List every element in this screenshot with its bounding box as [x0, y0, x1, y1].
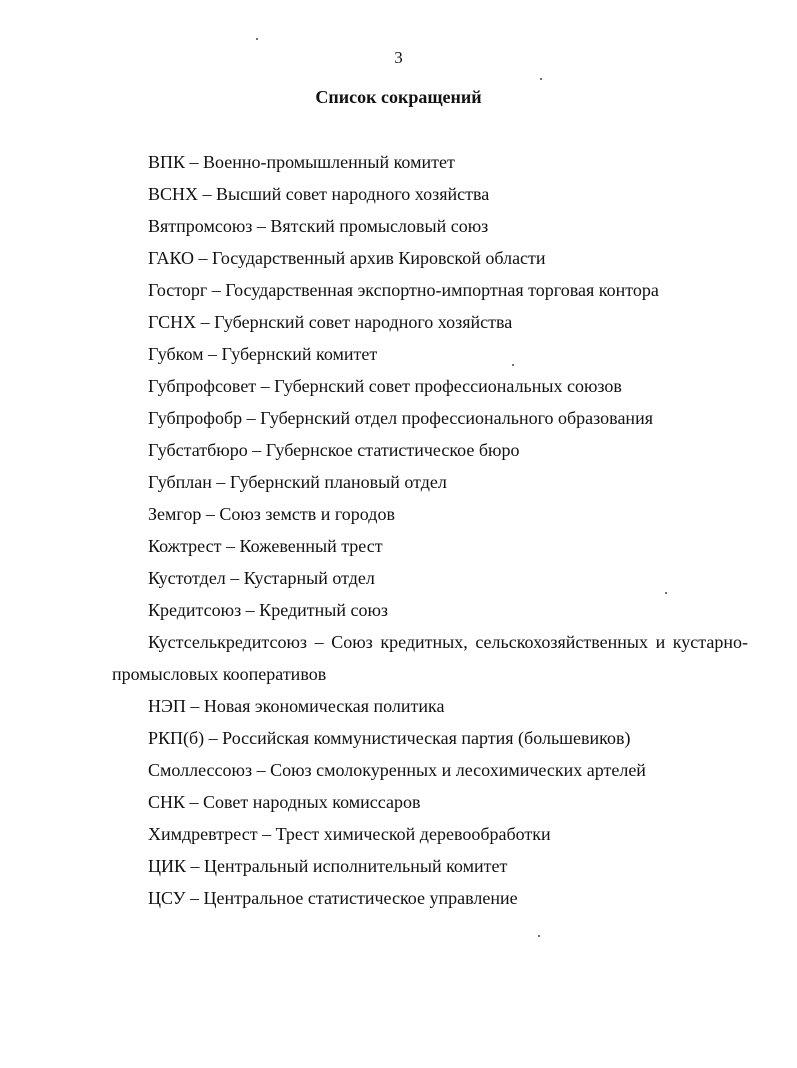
scan-speck [538, 935, 540, 937]
page-number: 3 [394, 48, 403, 67]
abbreviation-item: Вятпромсоюз – Вятский промысловый союз [148, 216, 489, 236]
abbreviation-item: ВПК – Военно-промышленный комитет [148, 152, 455, 172]
abbreviation-item: СНК – Совет народных комиссаров [148, 792, 421, 812]
scan-speck [665, 592, 667, 594]
abbreviation-item: ГАКО – Государственный архив Кировской области [148, 248, 546, 268]
abbreviation-item: ВСНХ – Высший совет народного хозяйства [148, 184, 490, 204]
abbreviation-item: Земгор – Союз земств и городов [148, 504, 395, 524]
abbreviation-item: Кредитсоюз – Кредитный союз [148, 600, 389, 620]
abbreviation-item: Губстатбюро – Губернское статистическое бюро [148, 440, 520, 460]
abbreviation-item: Химдревтрест – Трест химической деревообработки [148, 824, 551, 844]
abbreviation-item: Кустотдел – Кустарный отдел [148, 568, 375, 588]
page-title: Список сокращений [315, 87, 482, 107]
abbreviation-item: Кожтрест – Кожевенный трест [148, 536, 383, 556]
abbreviation-item: ЦИК – Центральный исполнительный комитет [148, 856, 508, 876]
abbreviation-item: Губплан – Губернский плановый отдел [148, 472, 447, 492]
scan-speck [256, 38, 258, 40]
abbreviation-item: Госторг – Государственная экспортно-импортная торговая контора [148, 280, 659, 300]
abbreviation-item: Губпрофсовет – Губернский совет профессиональных союзов [148, 376, 622, 396]
scan-speck [512, 364, 514, 366]
abbreviation-item: Губком – Губернский комитет [148, 344, 378, 364]
abbreviation-item: Губпрофобр – Губернский отдел профессионального образования [148, 408, 653, 428]
abbreviation-item: Кустселькредитсоюз – Союз кредитных, сельскохозяйственных и кустарно-промысловых кооперативов [112, 632, 748, 684]
scan-speck [540, 78, 542, 80]
abbreviation-item: Смоллессоюз – Союз смолокуренных и лесохимических артелей [148, 760, 646, 780]
abbreviation-list [112, 146, 748, 914]
abbreviation-item: НЭП – Новая экономическая политика [148, 696, 445, 716]
abbreviation-item: РКП(б) – Российская коммунистическая партия (большевиков) [148, 728, 631, 748]
abbreviation-item: ЦСУ – Центральное статистическое управление [148, 888, 518, 908]
abbreviation-item: ГСНХ – Губернский совет народного хозяйства [148, 312, 513, 332]
